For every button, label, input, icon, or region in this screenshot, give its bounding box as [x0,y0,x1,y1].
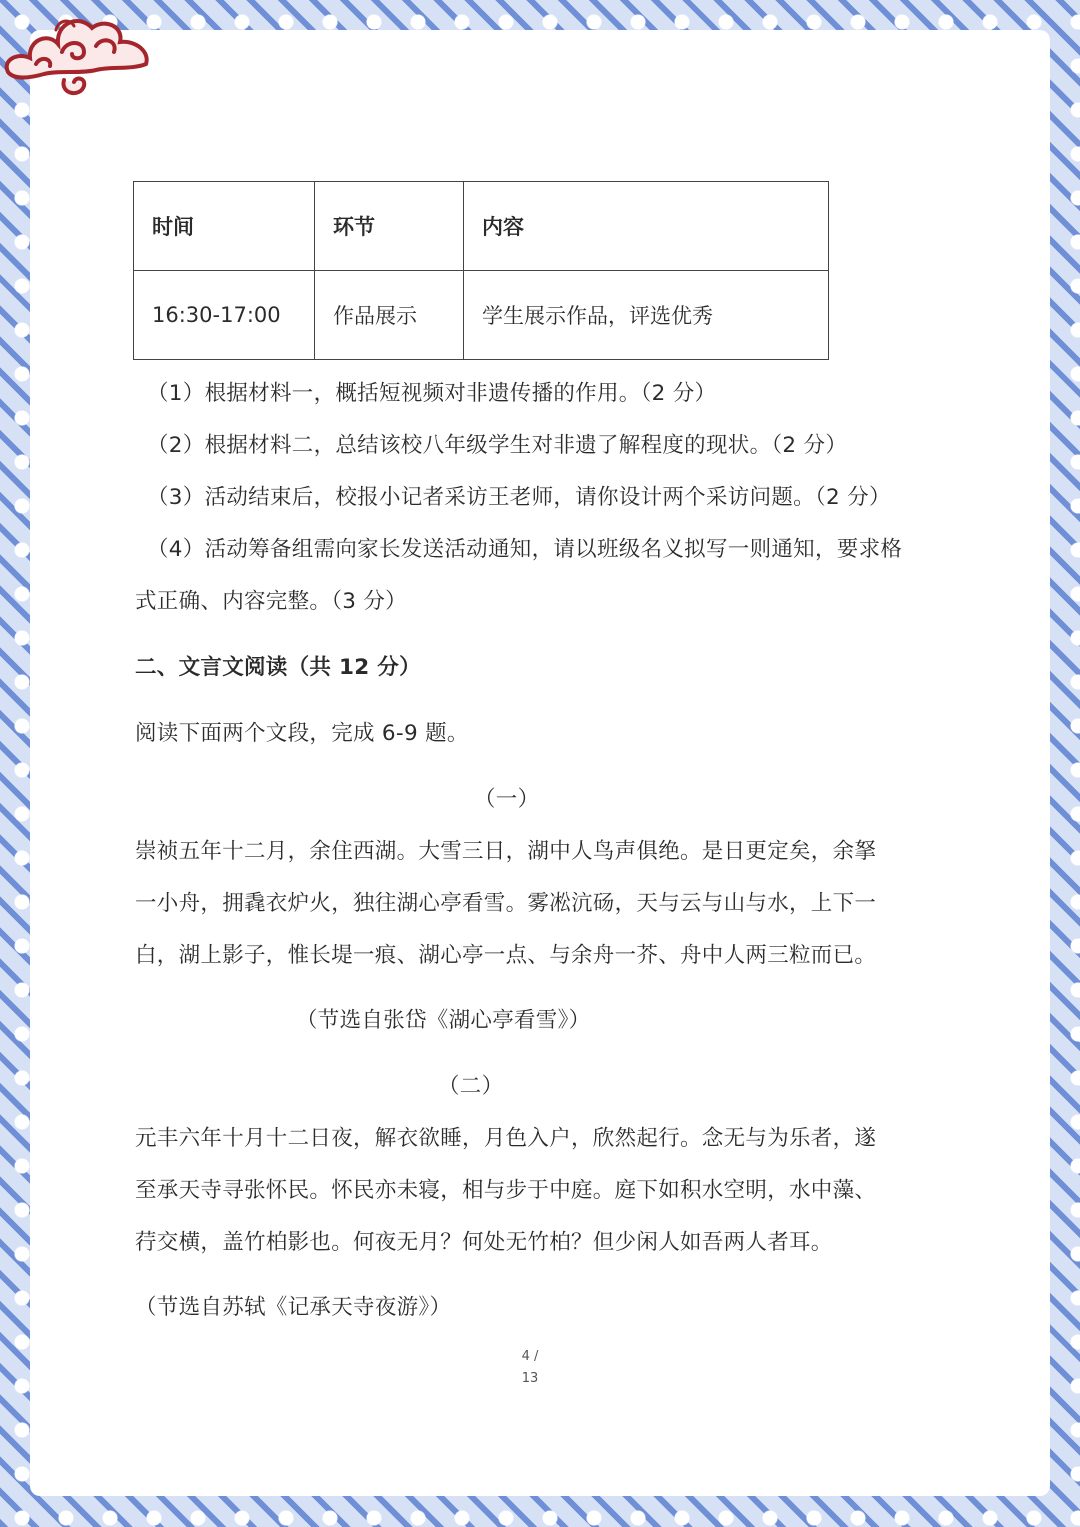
question-item: （4）活动筹备组需向家长发送活动通知，请以班级名义拟写一则通知，要求格 [147,537,903,562]
table-cell: 作品展示 [315,271,464,360]
passage-label: （二） [438,1074,504,1099]
table-row [134,271,829,360]
page-number-current: 4 / [521,1349,539,1364]
passage-label: （一） [474,787,540,812]
passage-line: 荇交横，盖竹柏影也。何夜无月？何处无竹柏？但少闲人如吾两人者耳。 [135,1230,833,1255]
table-header-cell: 时间 [134,182,315,271]
table-cell: 16:30-17:00 [134,271,315,360]
passage-line: 元丰六年十月十二日夜，解衣欲睡，月色入户，欣然起行。念无与为乐者，遂 [135,1126,877,1151]
page-number [500,1346,560,1390]
question-item: （2）根据材料二，总结该校八年级学生对非遗了解程度的现状。（2 分） [147,433,848,458]
question-item: （1）根据材料一，概括短视频对非遗传播的作用。（2 分） [147,381,717,406]
reading-instruction: 阅读下面两个文段，完成 6-9 题。 [135,721,469,746]
table-header-cell: 内容 [464,182,829,271]
question-item-continued: 式正确、内容完整。（3 分） [135,589,407,614]
table-cell: 学生展示作品，评选优秀 [464,271,829,360]
passage-source: （节选自苏轼《记承天寺夜游》） [135,1295,452,1320]
passage-line: 白，湖上影子，惟长堤一痕、湖心亭一点、与余舟一芥、舟中人两三粒而已。 [135,943,877,968]
page-number-total: 13 [521,1371,539,1386]
schedule-table [133,181,829,360]
question-item: （3）活动结束后，校报小记者采访王老师，请你设计两个采访问题。（2 分） [147,485,891,510]
passage-line: 一小舟，拥毳衣炉火，独往湖心亭看雪。雾凇沆砀，天与云与山与水，上下一 [135,891,877,916]
table-header-cell: 环节 [315,182,464,271]
passage-source: （节选自张岱《湖心亭看雪》） [296,1008,591,1033]
passage-line: 至承天寺寻张怀民。怀民亦未寝，相与步于中庭。庭下如积水空明，水中藻、 [135,1178,877,1203]
section-title: 二、文言文阅读（共 12 分） [135,655,421,680]
table-header-row [134,182,829,271]
passage-line: 崇祯五年十二月，余住西湖。大雪三日，湖中人鸟声俱绝。是日更定矣，余拏 [135,839,877,864]
